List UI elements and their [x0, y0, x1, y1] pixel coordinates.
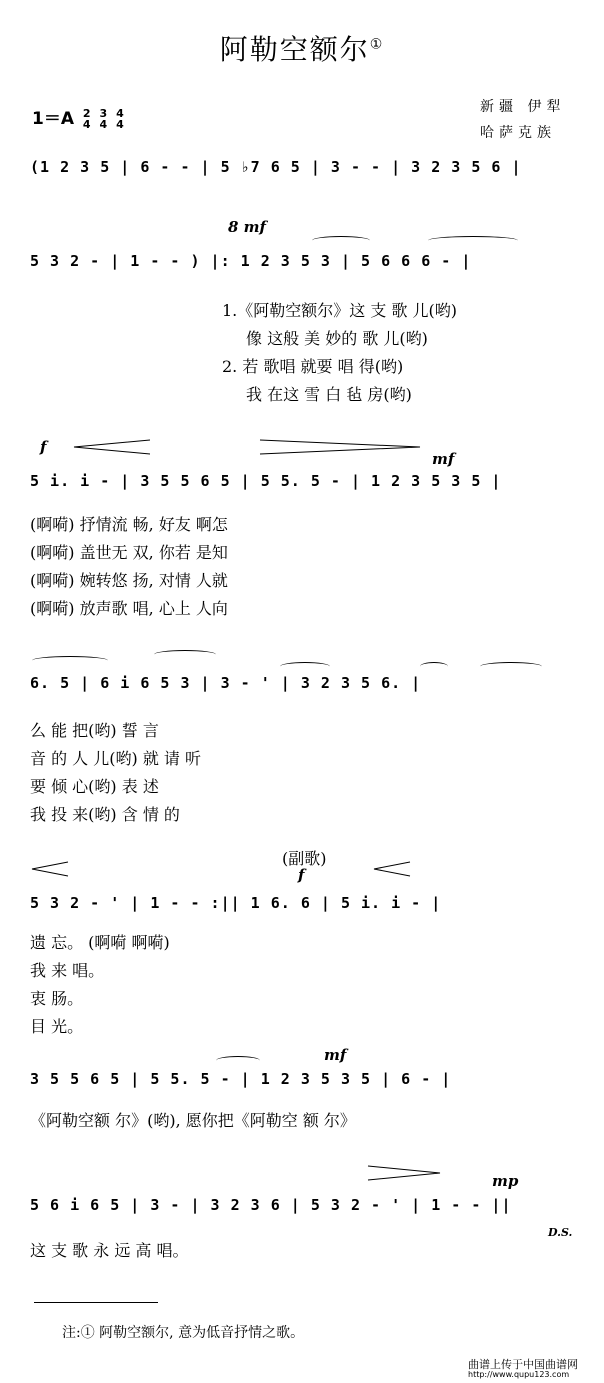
ethnic-label: 哈萨克族 [480, 125, 556, 141]
lyrics-4-verse2: 音 的 人 儿(哟) 就 请 听 [30, 749, 202, 768]
lyrics-3-verse3: (啊嗬) 婉转悠 扬, 对情 人就 [30, 571, 228, 590]
song-title [0, 28, 604, 68]
staff-line-3: 5 i. i - | 3 5 5 6 5 | 5 5. 5 - | 1 2 3 5 3 5 | [30, 472, 502, 490]
slur [280, 662, 330, 671]
footnote: 注:① 阿勒空额尔, 意为低音抒情之歌。 [62, 1325, 305, 1341]
key-signature [32, 104, 124, 130]
slur [312, 236, 370, 245]
staff-line-2: 5 3 2 - | 1 - - ) |: 1 2 3 5 3 | 5 6 6 6 - | [30, 252, 472, 270]
slur [216, 1056, 260, 1065]
slur [480, 662, 542, 671]
watermark-text: 曲谱上传于中国曲谱网 [468, 1358, 578, 1371]
watermark-url: http://www.qupu123.com [468, 1370, 570, 1379]
lyrics-5-verse4: 目 光。 [30, 1017, 84, 1036]
staff-line-6: 3 5 5 6 5 | 5 5. 5 - | 1 2 3 5 3 5 | 6 - | [30, 1070, 452, 1088]
crescendo-hairpin [366, 1164, 442, 1182]
lyrics-4-verse4: 我 投 来(哟) 含 情 的 [30, 805, 180, 824]
footnote-rule [34, 1302, 158, 1303]
verse1-line-a: 1.《阿勒空额尔》这 支 歌 儿(哟) [222, 301, 458, 320]
slur [428, 236, 518, 245]
dynamic-mf-2: mf [432, 450, 455, 468]
lyrics-5-verse1: 遗 忘。 (啊嗬 啊嗬) [30, 933, 170, 952]
title-text: 阿勒空额尔 [219, 33, 370, 66]
lyrics-5-verse2: 我 来 唱。 [30, 961, 105, 980]
time-sig-1: 2 4 [82, 107, 91, 131]
dynamic-mf-1 [228, 218, 266, 236]
crescendo-hairpin [30, 860, 70, 878]
lyrics-4-verse3: 要 倾 心(哟) 表 述 [30, 777, 159, 796]
chorus-label: (副歌) [282, 849, 327, 868]
crescendo-hairpin [70, 438, 430, 456]
staff-line-7: 5 6 i 6 5 | 3 - | 3 2 3 6 | 5 3 2 - ' | 1 - - || [30, 1196, 512, 1214]
dynamic-f-1: f [40, 438, 47, 456]
time-sig-3: 4 4 [116, 107, 124, 131]
lyrics-3-verse2: (啊嗬) 盖世无 双, 你若 是知 [30, 543, 228, 562]
octave-mark: 8 [228, 218, 239, 236]
origin-label: 新疆 伊犁 [480, 99, 566, 115]
mf-mark: mf [243, 218, 266, 236]
staff-line-4: 6. 5 | 6 i 6 5 3 | 3 - ' | 3 2 3 5 6. | [30, 674, 422, 692]
time-sig-2: 3 4 [99, 107, 108, 131]
dynamic-mp: mp [492, 1172, 519, 1190]
slur [154, 650, 216, 659]
slur [420, 662, 448, 671]
verse2-line-a: 2. 若 歌唱 就要 唱 得(哟) [222, 357, 404, 376]
crescendo-hairpin [372, 860, 412, 878]
staff-line-1: (1 2 3 5 | 6 - - | 5 ♭7 6 5 | 3 - - | 3 2 3 5 6 | [30, 158, 522, 176]
dynamic-f-2: f [298, 866, 305, 884]
verse1-line-b: 像 这般 美 妙的 歌 儿(哟) [246, 329, 428, 348]
lyrics-3-verse1: (啊嗬) 抒情流 畅, 好友 啊怎 [30, 515, 228, 534]
title-note-mark: ① [369, 36, 385, 53]
dynamic-mf-3: mf [324, 1046, 347, 1064]
verse2-line-b: 我 在这 雪 白 毡 房(哟) [246, 385, 412, 404]
key-text: 1＝A [32, 109, 74, 129]
dal-segno-mark: D.S. [548, 1226, 573, 1239]
lyrics-7: 这 支 歌 永 远 高 唱。 [30, 1241, 189, 1260]
slur [32, 656, 108, 665]
lyrics-3-verse4: (啊嗬) 放声歌 唱, 心上 人向 [30, 599, 228, 618]
staff-line-5: 5 3 2 - ' | 1 - - :|| 1 6. 6 | 5 i. i - | [30, 894, 442, 912]
lyrics-6: 《阿勒空额 尔》(哟), 愿你把《阿勒空 额 尔》 [30, 1111, 356, 1130]
lyrics-5-verse3: 衷 肠。 [30, 989, 84, 1008]
lyrics-4-verse1: 么 能 把(哟) 誓 言 [30, 721, 159, 740]
